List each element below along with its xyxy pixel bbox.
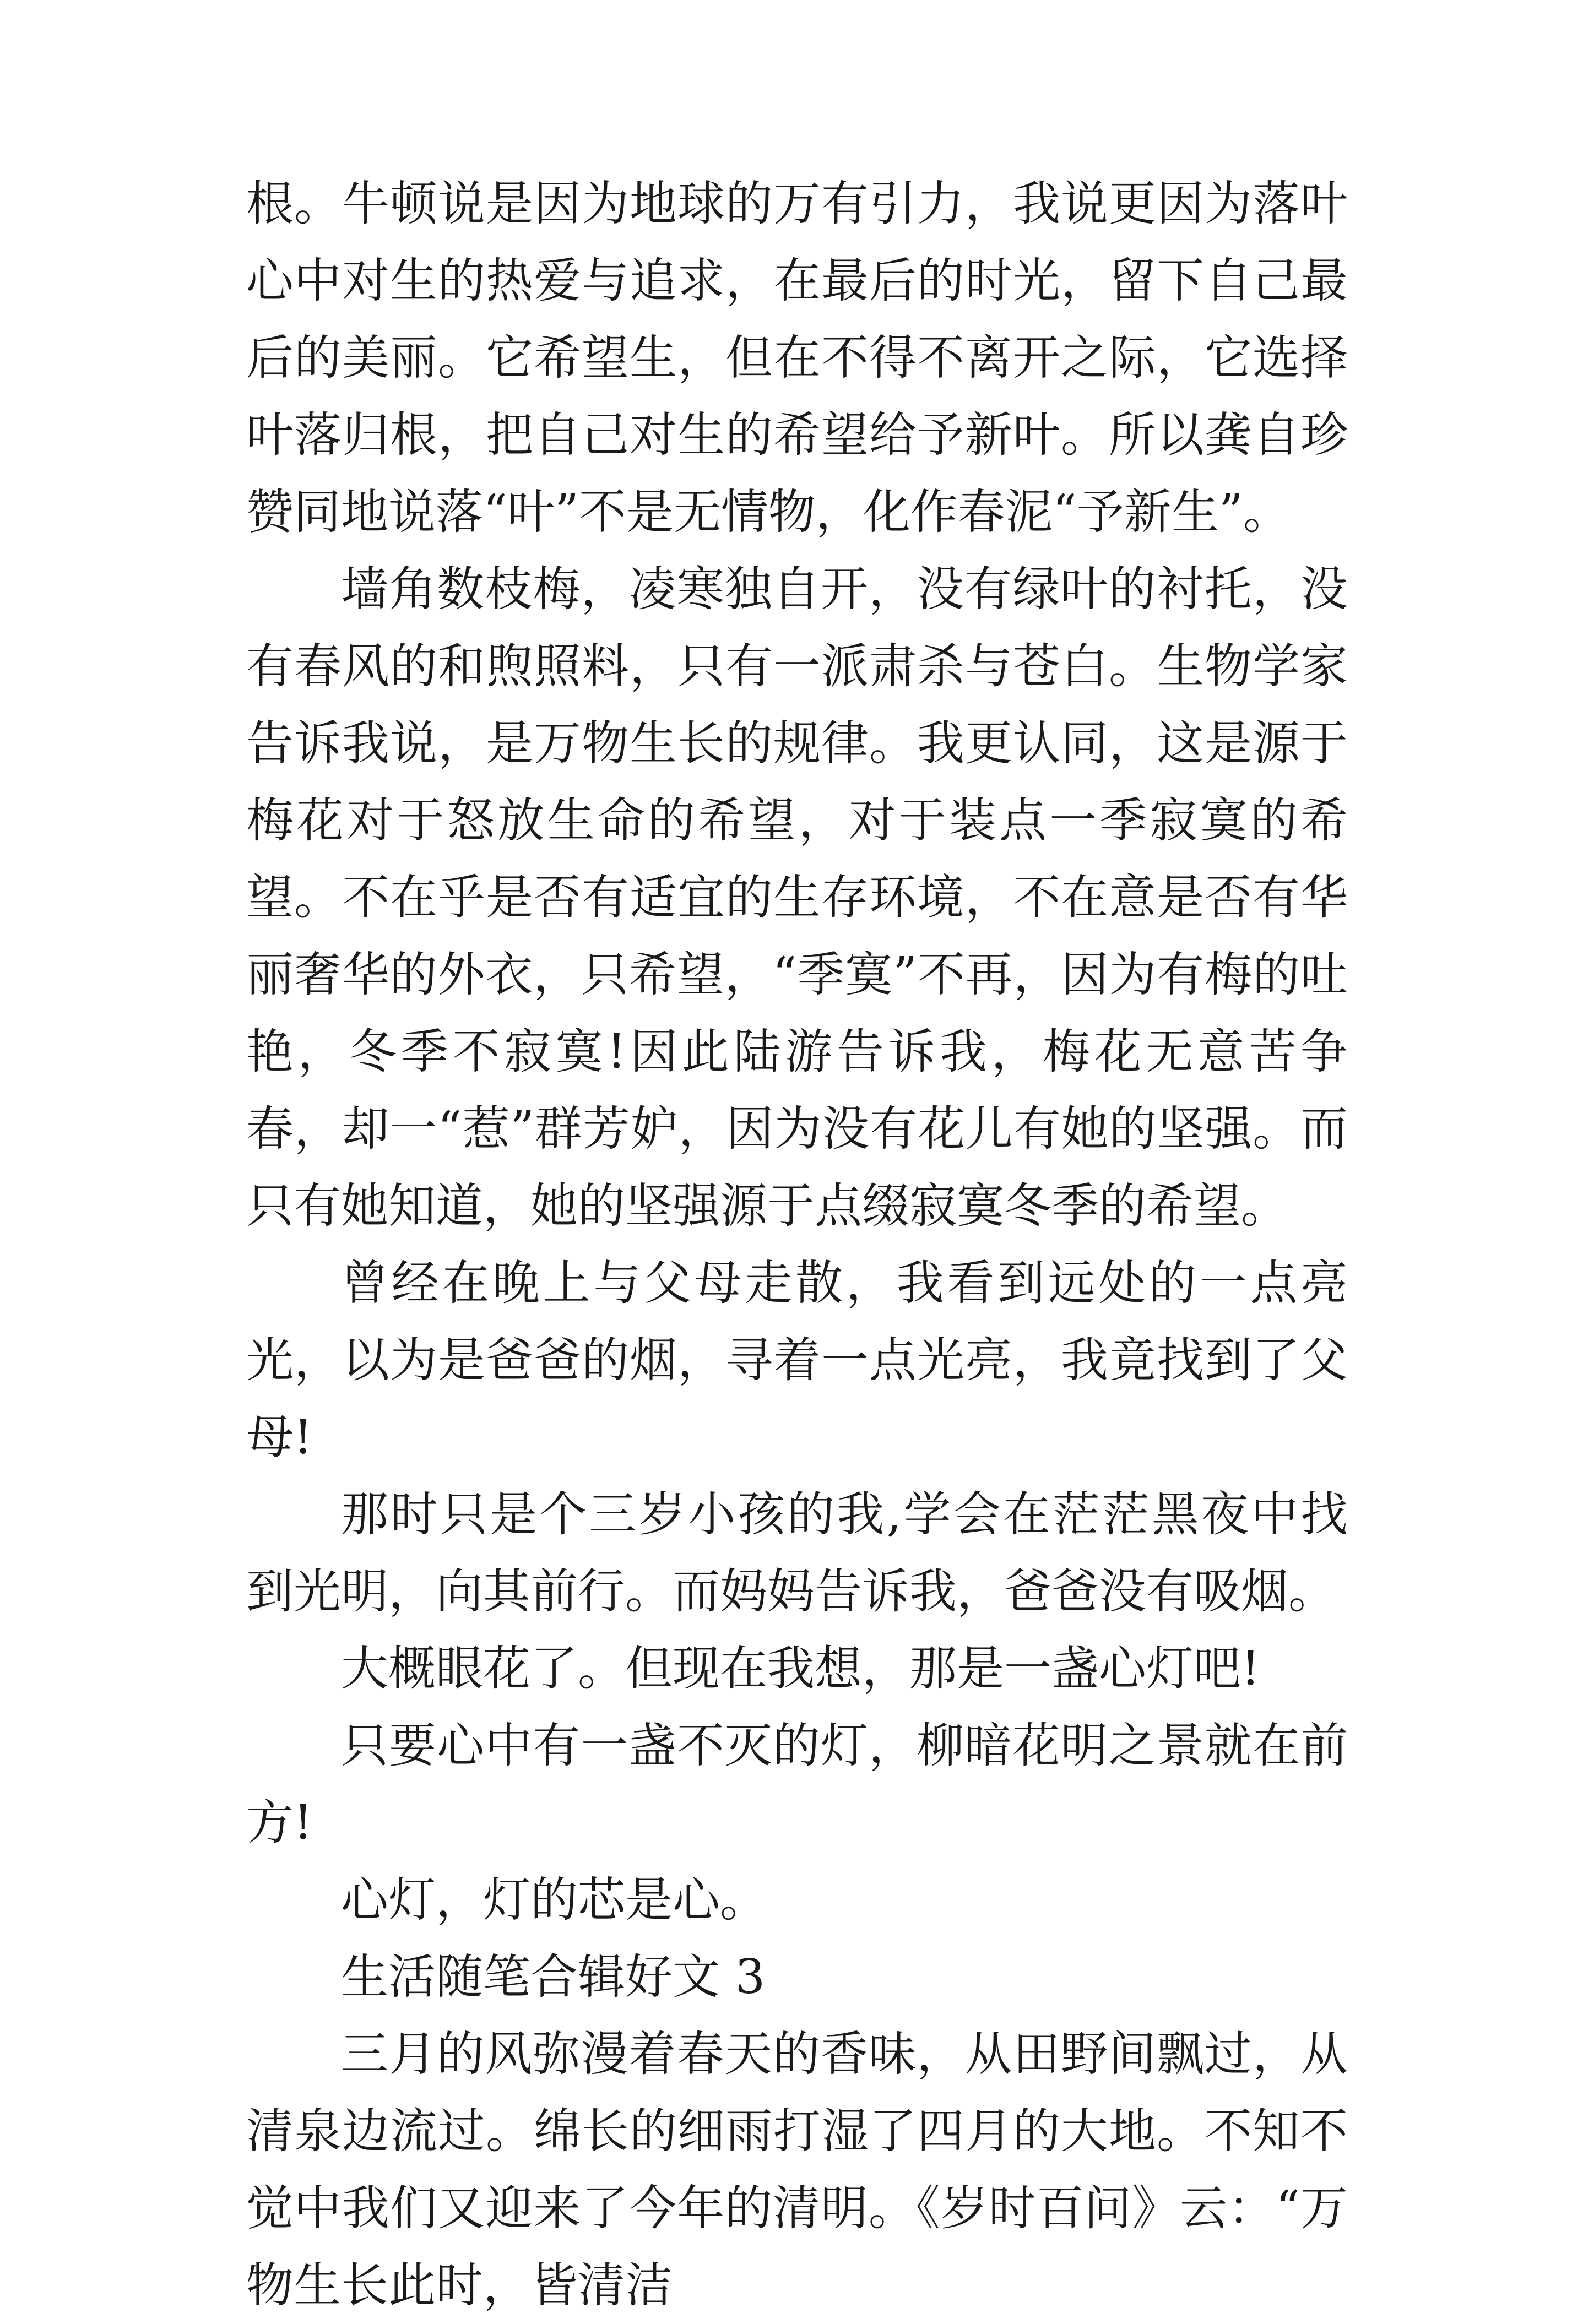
paragraph-5: 大概眼花了。但现在我想，那是一盏心灯吧!: [341, 1641, 1260, 1696]
paragraph-4: 那时只是个三岁小孩的我,学会在茫茫黑夜中找到光明，向其前行。而妈妈告诉我，爸爸没有吸烟。: [246, 1487, 1348, 1619]
paragraph-1: 根。牛顿说是因为地球的万有引力，我说更因为落叶心中对生的热爱与追求，在最后的时光，留下自己最后的美丽。它希望生，但在不得不离开之际，它选择叶落归根，把自己对生的希望给予新叶。所以龚自珍赞同地说落“叶”不是无情物，化作春泥“予新生”。: [246, 176, 1348, 540]
paragraph-9: 三月的风弥漫着春天的香味，从田野间飘过，从清泉边流过。绵长的细雨打湿了四月的大地。不知不觉中我们又迎来了今年的清明。《岁时百问》云：“万物生长此时，皆清洁: [246, 2027, 1348, 2313]
document-body: [246, 165, 1348, 2324]
paragraph-7: 心灯，灯的芯是心。: [341, 1872, 767, 1927]
paragraph-2: 墙角数枝梅，凌寒独自开，没有绿叶的衬托，没有春风的和煦照料，只有一派肃杀与苍白。生物学家告诉我说，是万物生长的规律。我更认同，这是源于梅花对于怒放生命的希望，对于装点一季寂寞的希望。不在乎是否有适宜的生存环境，不在意是否有华丽奢华的外衣，只希望，“季寞”不再，因为有梅的吐艳，冬季不寂寞!因此陆游告诉我，梅花无意苦争春，却一“惹”群芳妒，因为没有花儿有她的坚强。而只有她知道，她的坚强源于点缀寂寞冬季的希望。: [246, 562, 1348, 1234]
paragraph-3: 曾经在晚上与父母走散，我看到远处的一点亮光，以为是爸爸的烟，寻着一点光亮，我竟找到了父母!: [246, 1256, 1348, 1465]
paragraph-6: 只要心中有一盏不灭的灯，柳暗花明之景就在前方!: [246, 1718, 1348, 1850]
section-heading: 生活随笔合辑好文 3: [341, 1950, 766, 2005]
